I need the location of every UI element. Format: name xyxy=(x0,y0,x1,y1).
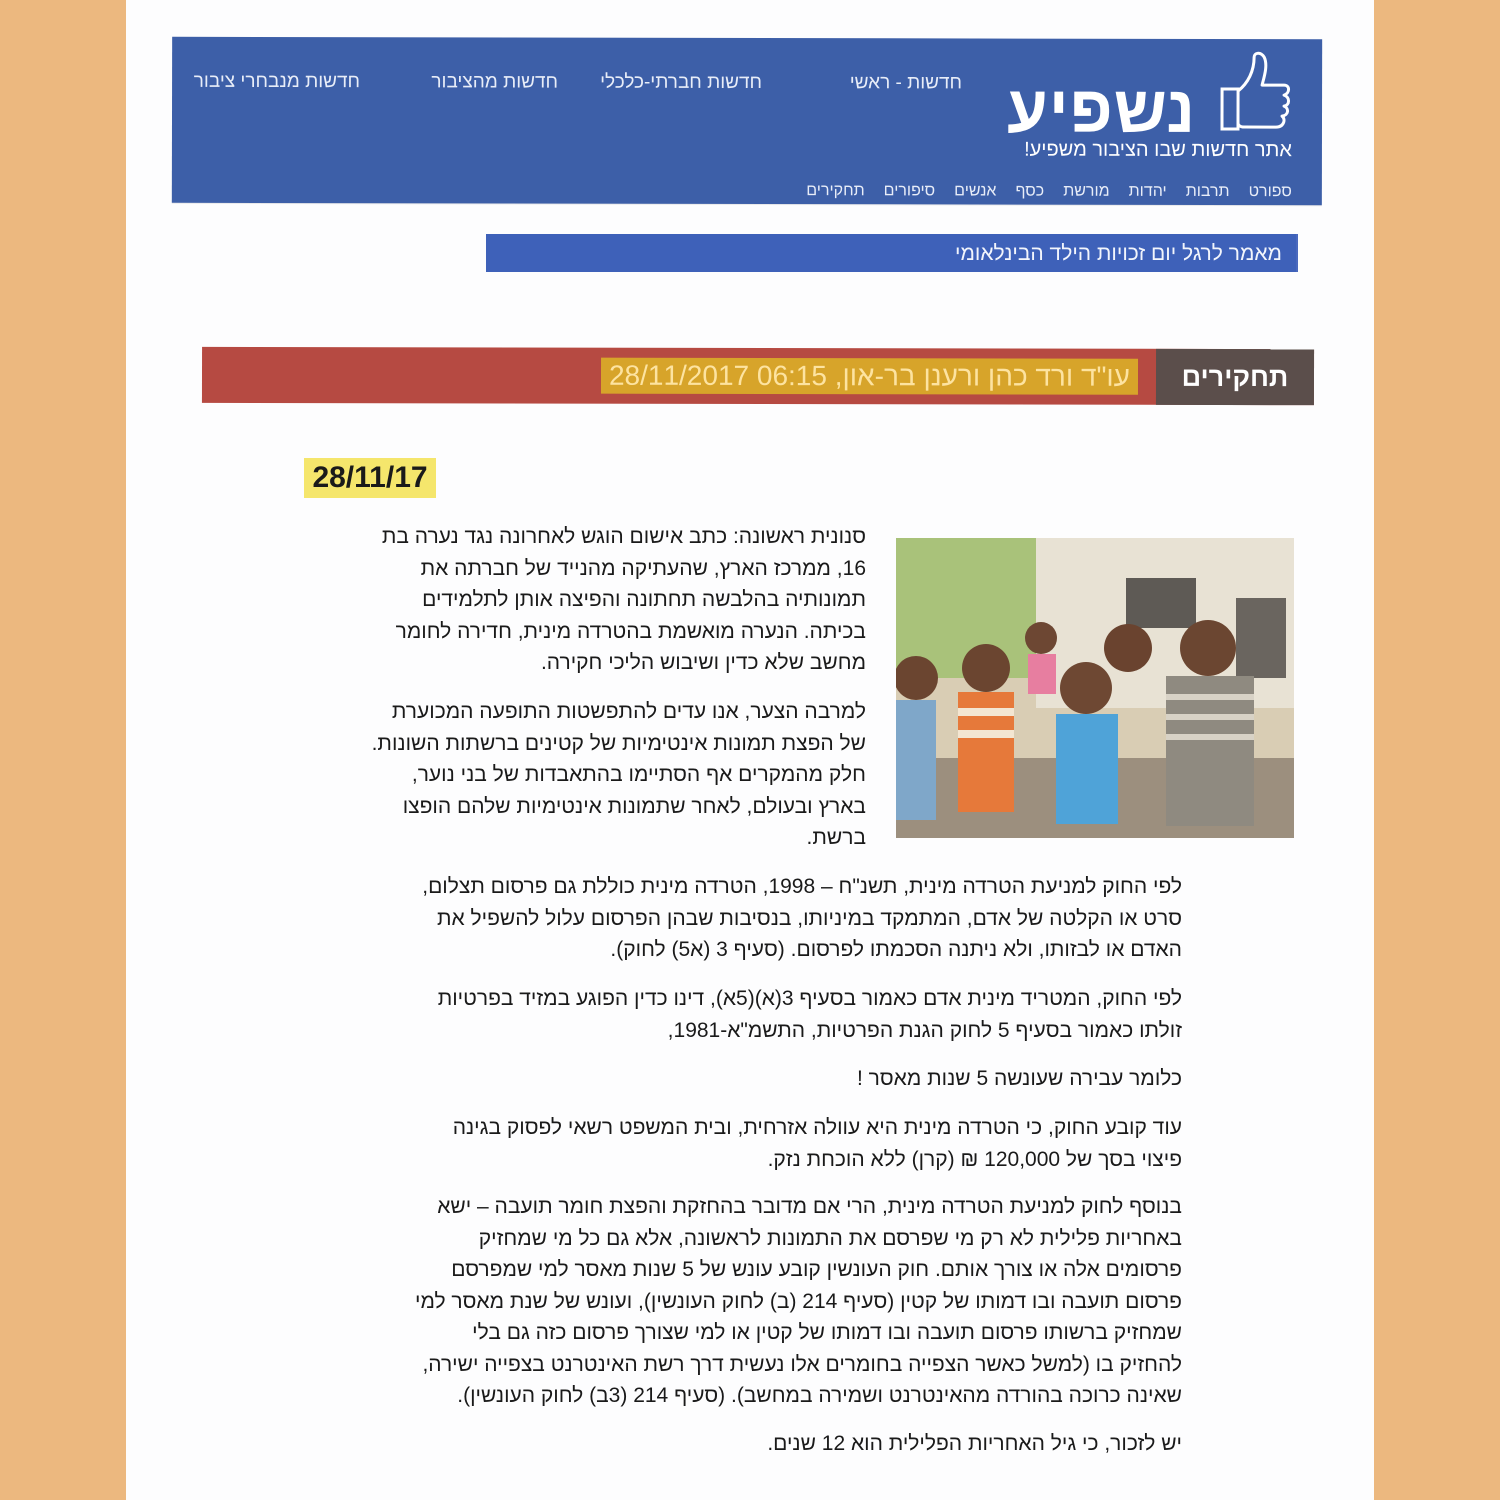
site-header xyxy=(172,37,1322,205)
paragraph-line: סרט או הקלטה של אדם, המתמקד במיניותו, בנסיבות שבהן הפרסום עלול להשפיל את xyxy=(437,906,1182,930)
paragraph-line: כלומר עבירה שעונשה 5 שנות מאסר ! xyxy=(857,1067,1182,1090)
banner-text: מאמר לרגל יום זכויות הילד הבינלאומי xyxy=(955,242,1282,265)
article-byline: עו"ד ורד כהן ורענן בר-און, 06:15 28/11/2017 xyxy=(601,358,1138,395)
paragraph-line: לפי החוק למניעת הטרדה מינית, תשנ"ח – 1998, הטרדה מינית כוללת גם פרסום תצלום, xyxy=(422,875,1182,898)
paragraph-line: חלק מהמקרים אף הסתיימו בהתאבדות של בני נוער, xyxy=(411,763,866,786)
nav-money[interactable]: כסף xyxy=(1015,182,1045,200)
paragraph-line: פיצוי בסך של 120,000 ₪ (קרן) ללא הוכחת נזק. xyxy=(767,1147,1182,1171)
site-logo[interactable] xyxy=(1006,49,1292,146)
paragraph-line: בכיתה. הנערה מואשמת בהטרדה מינית, חדירה לחומר xyxy=(395,619,866,643)
paragraph-line: שמחזיק ברשותו פרסום תועבה ובו דמותו של קטין או למי שצורך פרסום כזה גם בלי xyxy=(472,1321,1182,1344)
category-tab[interactable]: תחקירים xyxy=(1156,349,1314,405)
paragraph-line: פרסום תועבה ובו דמותו של קטין (סעיף 214 (ב) לחוק העונשין), ועונש של שנת מאסר למי xyxy=(415,1289,1182,1313)
article-paragraph-5 xyxy=(306,1063,1182,1095)
article-paragraph-1 xyxy=(306,521,866,679)
date-stamp: 28/11/17 xyxy=(304,458,436,498)
nav-news-main[interactable]: חדשות - ראשי xyxy=(849,72,963,94)
article-paragraph-8 xyxy=(306,1428,1182,1460)
article-paragraph-3 xyxy=(306,871,1182,966)
top-navigation xyxy=(172,37,1322,94)
nav-people[interactable]: אנשים xyxy=(954,182,997,200)
article-paragraph-6 xyxy=(306,1112,1182,1175)
category-navigation xyxy=(806,182,1292,201)
nav-social-economic[interactable]: חדשות חברתי-כלכלי xyxy=(600,71,763,94)
site-tagline: אתר חדשות שבו הציבור משפיע! xyxy=(1024,138,1292,162)
paragraph-line: פרסומים אלה או צורך אותם. חוק העונשין קובע עונש של 5 שנות מאסר למי שמפרסם xyxy=(451,1258,1182,1281)
paragraph-line: שאינה כרוכה בהורדה מהאינטרנט ושמירה במחשב). (סעיף 214 (3ב) לחוק העונשין). xyxy=(457,1384,1182,1407)
article-paragraph-2 xyxy=(306,696,866,854)
paragraph-line: להחזיק בו (למשל כאשר הצפייה בחומרים אלו נעשית דרך רשת האינטרנט בצפייה ישירה, xyxy=(422,1352,1182,1376)
paragraph-line: 16, ממרכז הארץ, שהעתיקה מהנייד של חברתה את xyxy=(420,556,866,580)
nav-heritage[interactable]: מורשת xyxy=(1063,182,1110,200)
paragraph-line: ברשת. xyxy=(806,826,866,849)
article-title-bar xyxy=(202,347,1314,405)
paragraph-line: של הפצת תמונות אינטימיות של קטינים ברשתות השונות. xyxy=(371,731,866,755)
paragraph-line: עוד קובע החוק, כי הטרדה מינית היא עוולה אזרחית, ובית המשפט רשאי לפסוק בגינה xyxy=(452,1116,1182,1139)
children-photo xyxy=(896,538,1294,838)
nav-judaism[interactable]: יהדות xyxy=(1128,182,1167,200)
nav-stories[interactable]: סיפורים xyxy=(883,182,936,200)
paragraph-line: מחשב שלא כדין ושיבוש הליכי חקירה. xyxy=(540,651,866,674)
paragraph-line: סנונית ראשונה: כתב אישום הוגש לאחרונה נגד נערה בת xyxy=(381,525,866,548)
article-paragraph-4 xyxy=(306,983,1182,1046)
paragraph-line: האדם או לבזותו, ולא ניתנה הסכמתו לפרסום. (סעיף 3 (א5) לחוק). xyxy=(610,938,1182,961)
paragraph-line: זולתו כאמור בסעיף 5 לחוק הגנת הפרטיות, התשמ"א-1981, xyxy=(667,1018,1182,1042)
paragraph-line: באחריות פלילית לא רק מי שפרסם את התמונות לראשונה, אלא גם כל מי שמחזיק xyxy=(478,1226,1182,1250)
photo-illustration xyxy=(896,538,1294,838)
nav-officials-news[interactable]: חדשות מנבחרי ציבור xyxy=(193,70,361,93)
nav-culture[interactable]: תרבות xyxy=(1185,182,1230,201)
nav-sport[interactable]: ספורט xyxy=(1248,183,1292,201)
nav-investigations[interactable]: תחקירים xyxy=(806,182,865,200)
paragraph-line: לפי החוק, המטריד מינית אדם כאמור בסעיף 3(א)(5א), דינו כדין הפוגע במזיד בפרטיות xyxy=(437,987,1182,1010)
article-banner xyxy=(486,234,1298,272)
thumbs-up-icon xyxy=(1204,49,1292,135)
paragraph-line: למרבה הצער, אנו עדים להתפשטות התופעה המכוערת xyxy=(391,700,866,723)
paragraph-line: יש לזכור, כי גיל האחריות הפלילית הוא 12 שנים. xyxy=(767,1432,1182,1455)
paragraph-line: תמונותיה בהלבשה תחתונה והפיצה אותן לתלמידים xyxy=(422,588,866,611)
nav-public-news[interactable]: חדשות מהציבור xyxy=(431,71,559,93)
logo-text: נשפיע xyxy=(1006,71,1197,146)
paragraph-line: בנוסף לחוק למניעת הטרדה מינית, הרי אם מדובר בהחזקת והפצת חומר תועבה – ישא xyxy=(437,1195,1182,1218)
document-page xyxy=(126,0,1374,1500)
paragraph-line: בארץ ובעולם, לאחר שתמונות אינטימיות שלהם הופצו xyxy=(402,794,866,818)
article-paragraph-7 xyxy=(306,1191,1182,1412)
